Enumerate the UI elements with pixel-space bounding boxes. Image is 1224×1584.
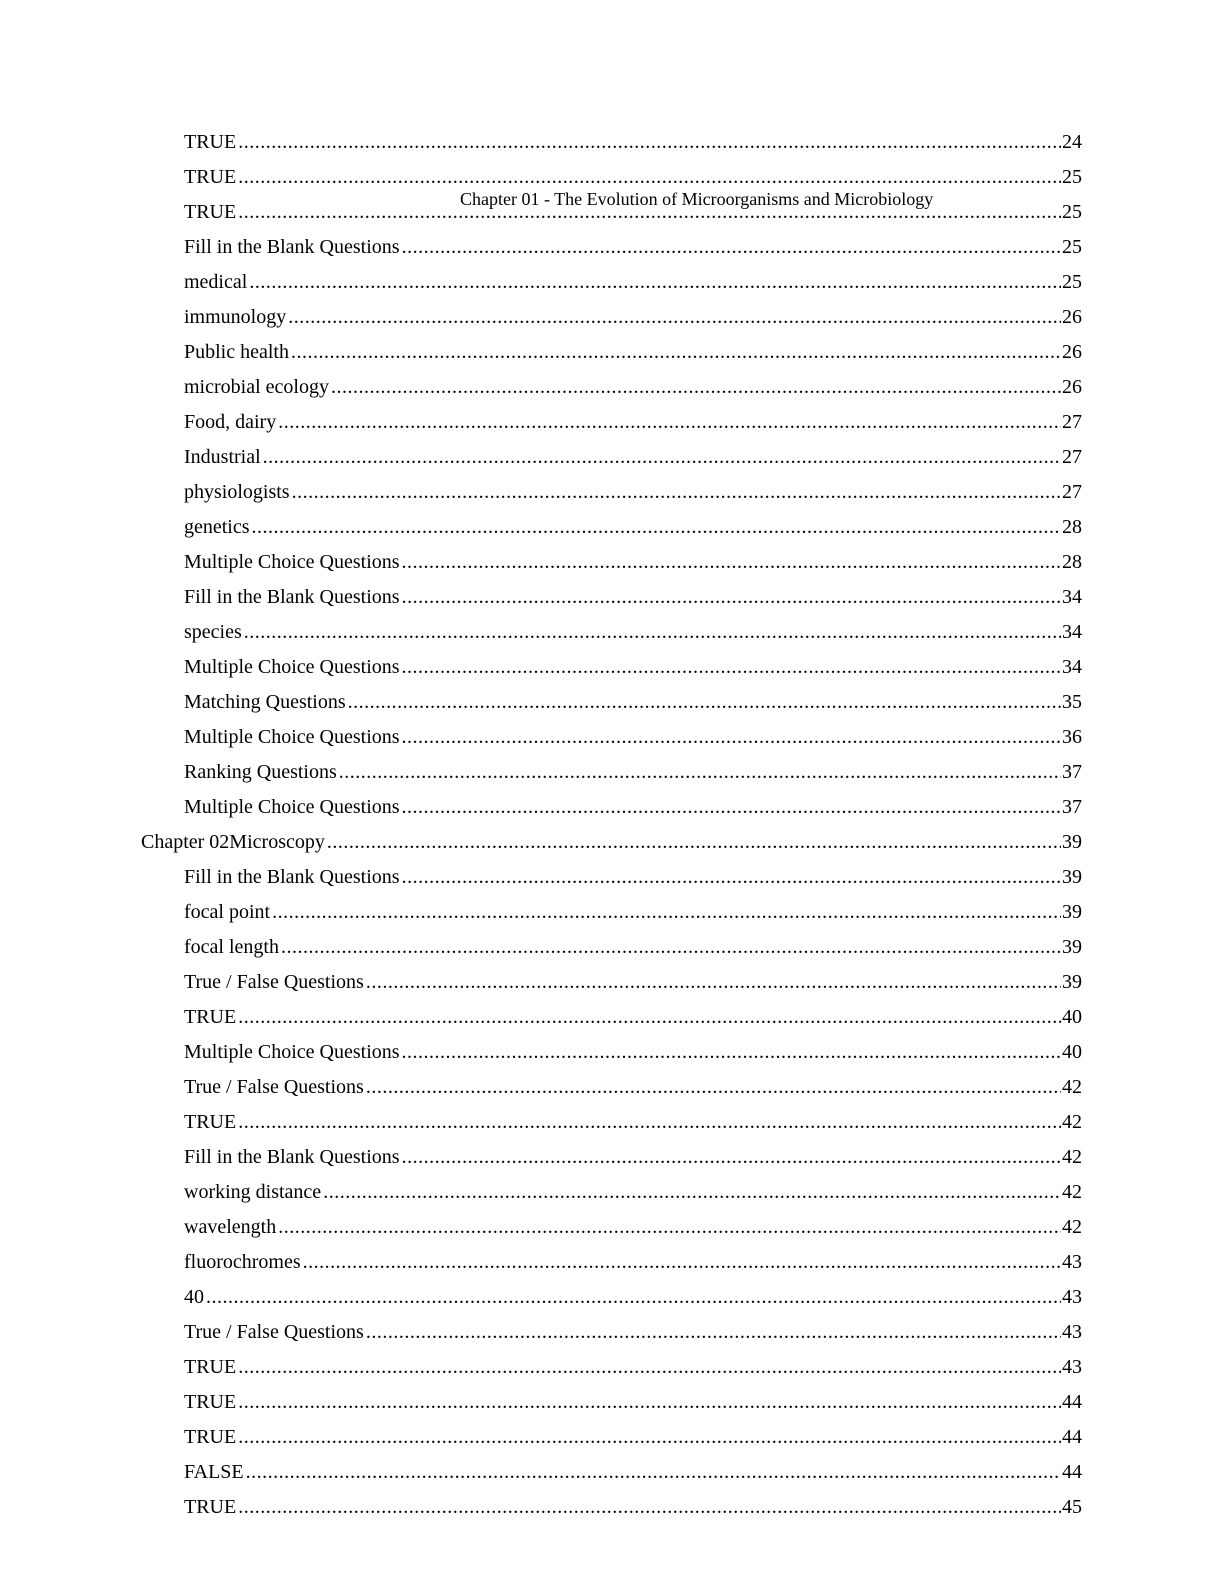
toc-entry-label: Multiple Choice Questions (184, 655, 400, 678)
toc-entry[interactable] (184, 929, 1082, 964)
toc-entry-label: TRUE (184, 130, 237, 153)
toc-dot-leader (339, 760, 1061, 784)
toc-entry-label: physiologists (184, 480, 290, 503)
toc-entry-page-number: 44 (1062, 1390, 1082, 1413)
toc-entry-label: True / False Questions (184, 1320, 364, 1343)
toc-entry-page-number: 26 (1062, 305, 1082, 328)
toc-dot-leader (323, 1180, 1061, 1204)
toc-entry-page-number: 25 (1062, 200, 1082, 223)
toc-entry-label: Fill in the Blank Questions (184, 865, 400, 888)
toc-entry-label: Multiple Choice Questions (184, 1040, 400, 1063)
toc-entry[interactable] (184, 999, 1082, 1034)
toc-entry[interactable] (184, 754, 1082, 789)
toc-dot-leader (402, 795, 1061, 819)
toc-entry-label: species (184, 620, 242, 643)
toc-entry-page-number: 24 (1062, 130, 1082, 153)
toc-entry-page-number: 42 (1062, 1110, 1082, 1133)
toc-dot-leader (238, 1425, 1061, 1449)
toc-entry[interactable] (184, 439, 1082, 474)
toc-dot-leader (246, 1460, 1061, 1484)
toc-entry[interactable] (184, 859, 1082, 894)
toc-entry-page-number: 34 (1062, 655, 1082, 678)
toc-entry-page-number: 25 (1062, 235, 1082, 258)
toc-entry-page-number: 26 (1062, 375, 1082, 398)
toc-entry-page-number: 34 (1062, 620, 1082, 643)
toc-entry-label: fluorochromes (184, 1250, 301, 1273)
toc-entry[interactable] (184, 579, 1082, 614)
toc-dot-leader (291, 340, 1061, 364)
toc-entry-page-number: 35 (1062, 690, 1082, 713)
toc-entry[interactable] (184, 1349, 1082, 1384)
toc-entry-label: Food, dairy (184, 410, 277, 433)
toc-dot-leader (292, 480, 1061, 504)
toc-dot-leader (366, 1320, 1061, 1344)
toc-entry-page-number: 27 (1062, 445, 1082, 468)
toc-entry-label: TRUE (184, 1390, 237, 1413)
toc-dot-leader (238, 1495, 1061, 1519)
toc-entry[interactable] (184, 264, 1082, 299)
toc-entry-label: TRUE (184, 165, 237, 188)
toc-entry-page-number: 43 (1062, 1320, 1082, 1343)
toc-entry-label: immunology (184, 305, 287, 328)
toc-entry-page-number: 42 (1062, 1145, 1082, 1168)
toc-entry-page-number: 42 (1062, 1215, 1082, 1238)
toc-dot-leader (288, 305, 1061, 329)
toc-dot-leader (278, 1215, 1061, 1239)
toc-dot-leader (366, 1075, 1061, 1099)
toc-dot-leader (402, 1145, 1061, 1169)
toc-entry[interactable] (184, 369, 1082, 404)
toc-dot-leader (402, 865, 1061, 889)
toc-dot-leader (249, 270, 1061, 294)
toc-entry[interactable] (184, 474, 1082, 509)
toc-entry-label: Fill in the Blank Questions (184, 585, 400, 608)
toc-entry-page-number: 25 (1062, 165, 1082, 188)
toc-entry-page-number: 28 (1062, 550, 1082, 573)
toc-entry[interactable] (184, 544, 1082, 579)
toc-entry-page-number: 28 (1062, 515, 1082, 538)
toc-entry-page-number: 44 (1062, 1425, 1082, 1448)
toc-entry-label: TRUE (184, 1005, 237, 1028)
toc-entry[interactable] (184, 1489, 1082, 1524)
toc-entry-page-number: 37 (1062, 795, 1082, 818)
toc-entry-page-number: 34 (1062, 585, 1082, 608)
toc-entry-page-number: 39 (1062, 935, 1082, 958)
toc-entry-label: microbial ecology (184, 375, 329, 398)
toc-entry-label: FALSE (184, 1460, 244, 1483)
toc-entry[interactable] (184, 1314, 1082, 1349)
toc-entry-label: genetics (184, 515, 250, 538)
toc-entry-page-number: 40 (1062, 1005, 1082, 1028)
toc-dot-leader (348, 690, 1061, 714)
toc-entry-page-number: 39 (1062, 900, 1082, 923)
toc-entry[interactable] (141, 824, 1082, 859)
toc-entry-label: medical (184, 270, 248, 293)
toc-dot-leader (252, 515, 1061, 539)
toc-dot-leader (272, 900, 1061, 924)
running-header: Chapter 01 - The Evolution of Microorganisms and Microbiology (460, 189, 934, 209)
toc-entry-label: TRUE (184, 1110, 237, 1133)
toc-dot-leader (402, 550, 1061, 574)
toc-entry[interactable] (184, 1279, 1082, 1314)
toc-entry-page-number: 26 (1062, 340, 1082, 363)
toc-dot-leader (402, 585, 1061, 609)
toc-entry-label: working distance (184, 1180, 322, 1203)
toc-entry-page-number: 39 (1062, 970, 1082, 993)
toc-entry-label: Multiple Choice Questions (184, 725, 400, 748)
toc-dot-leader (263, 445, 1061, 469)
toc-dot-leader (238, 1355, 1061, 1379)
toc-entry-page-number: 37 (1062, 760, 1082, 783)
toc-dot-leader (402, 235, 1061, 259)
toc-entry-label: Fill in the Blank Questions (184, 235, 400, 258)
toc-entry-page-number: 27 (1062, 480, 1082, 503)
toc-entry[interactable] (184, 1174, 1082, 1209)
toc-entry-page-number: 42 (1062, 1180, 1082, 1203)
toc-entry-page-number: 43 (1062, 1250, 1082, 1273)
toc-entry[interactable] (184, 124, 1082, 159)
toc-entry-label: True / False Questions (184, 970, 364, 993)
toc-dot-leader (238, 1005, 1061, 1029)
toc-entry[interactable] (184, 964, 1082, 999)
toc-dot-leader (278, 410, 1061, 434)
toc-entry-label: Ranking Questions (184, 760, 337, 783)
toc-entry-label: wavelength (184, 1215, 277, 1238)
toc-entry[interactable] (184, 1104, 1082, 1139)
toc-entry[interactable] (184, 789, 1082, 824)
toc-dot-leader (244, 620, 1061, 644)
toc-entry[interactable] (184, 1139, 1082, 1174)
toc-dot-leader (402, 655, 1061, 679)
toc-entry[interactable] (184, 334, 1082, 369)
toc-dot-leader (402, 725, 1061, 749)
toc-entry-label: Matching Questions (184, 690, 346, 713)
toc-dot-leader (402, 1040, 1061, 1064)
toc-entry-label: 40 (184, 1285, 204, 1308)
toc-entry-page-number: 43 (1062, 1355, 1082, 1378)
toc-dot-leader (281, 935, 1061, 959)
toc-dot-leader (238, 130, 1061, 154)
toc-dot-leader (238, 165, 1061, 189)
toc-entry[interactable] (184, 1034, 1082, 1069)
toc-entry[interactable] (184, 1419, 1082, 1454)
toc-entry-label: focal point (184, 900, 271, 923)
toc-entry[interactable] (184, 684, 1082, 719)
toc-entry-page-number: 43 (1062, 1285, 1082, 1308)
toc-entry-page-number: 40 (1062, 1040, 1082, 1063)
toc-entry[interactable] (184, 509, 1082, 544)
toc-entry-page-number: 39 (1062, 830, 1082, 853)
toc-dot-leader (303, 1250, 1061, 1274)
toc-entry[interactable] (184, 299, 1082, 334)
toc-dot-leader (327, 830, 1061, 854)
toc-entry[interactable] (184, 719, 1082, 754)
toc-entry-label: Multiple Choice Questions (184, 795, 400, 818)
toc-entry-label: TRUE (184, 200, 237, 223)
toc-entry-page-number: 39 (1062, 865, 1082, 888)
toc-entry-page-number: 27 (1062, 410, 1082, 433)
toc-entry-label: Fill in the Blank Questions (184, 1145, 400, 1168)
toc-dot-leader (238, 1110, 1061, 1134)
toc-entry-label: Industrial (184, 445, 261, 468)
toc-entry-label: TRUE (184, 1355, 237, 1378)
table-of-contents (0, 124, 1224, 1524)
toc-entry-page-number: 25 (1062, 270, 1082, 293)
toc-entry-label: Multiple Choice Questions (184, 550, 400, 573)
toc-dot-leader (238, 1390, 1061, 1414)
toc-entry-page-number: 45 (1062, 1495, 1082, 1518)
toc-entry-page-number: 44 (1062, 1460, 1082, 1483)
toc-dot-leader (366, 970, 1061, 994)
toc-entry-label: Public health (184, 340, 289, 363)
toc-entry[interactable] (184, 1244, 1082, 1279)
toc-entry-label: Chapter 02Microscopy (141, 830, 325, 853)
toc-entry[interactable] (184, 1069, 1082, 1104)
toc-dot-leader (331, 375, 1061, 399)
toc-entry[interactable] (184, 614, 1082, 649)
toc-entry-label: True / False Questions (184, 1075, 364, 1098)
toc-entry[interactable] (184, 404, 1082, 439)
toc-entry-page-number: 36 (1062, 725, 1082, 748)
toc-entry[interactable] (184, 1384, 1082, 1419)
toc-entry-label: focal length (184, 935, 279, 958)
toc-entry[interactable] (184, 649, 1082, 684)
toc-entry-label: TRUE (184, 1495, 237, 1518)
toc-entry[interactable] (184, 229, 1082, 264)
toc-entry-label: TRUE (184, 1425, 237, 1448)
toc-entry[interactable] (184, 1209, 1082, 1244)
toc-entry[interactable] (184, 894, 1082, 929)
toc-entry[interactable] (184, 1454, 1082, 1489)
toc-entry-page-number: 42 (1062, 1075, 1082, 1098)
toc-dot-leader (206, 1285, 1061, 1309)
